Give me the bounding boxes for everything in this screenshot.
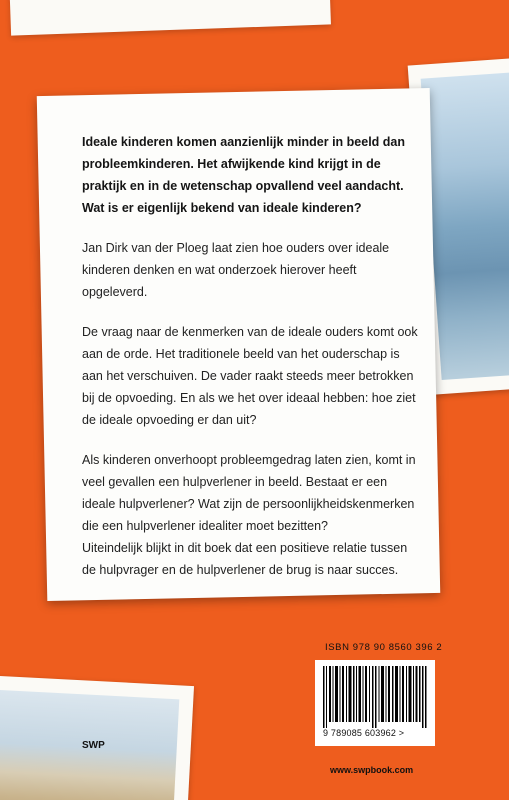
lead-paragraph: Ideale kinderen komen aanzienlijk minder in beeld dan probleemkinderen. Het afwijkende kind krijgt in de praktijk en in de wetenschap opvallend veel aandacht. Wat is er eigenlijk bekend van ideale kinderen? <box>82 135 406 215</box>
author-paragraph: Jan Dirk van der Ploeg laat zien hoe ouders over ideale kinderen denken en wat onderzoek hierover heeft opgeleverd. <box>82 241 390 299</box>
counselor-paragraph: Als kinderen onverhoopt probleemgedrag laten zien, komt in veel gevallen een hulpverlener in beeld. Bestaat er een ideale hulpverlener? Wat zijn de persoonlijkheidskenmerken die een hulpverlener idealiter moet bezitten? <box>82 453 416 533</box>
barcode-bars <box>323 666 427 728</box>
barcode-number: 9 789085 603962 > <box>323 728 405 738</box>
barcode <box>315 660 435 746</box>
publisher-website: www.swpbook.com <box>330 765 414 775</box>
blurb-text <box>82 131 422 599</box>
photo-frame-top <box>9 0 331 36</box>
publisher-logo: SWP <box>82 740 105 751</box>
isbn-label: ISBN 978 90 8560 396 2 <box>325 642 443 653</box>
conclusion-paragraph: Uiteindelijk blijkt in dit boek dat een positieve relatie tussen de hulpvrager en de hulpverlener de brug is naar succes. <box>82 541 408 577</box>
parents-paragraph: De vraag naar de kenmerken van de ideale ouders komt ook aan de orde. Het traditionele beeld van het ouderschap is aan het verschuiven. De vader raakt steeds meer betrokken bij de opvoeding. En als we het over ideaal hebben: hoe ziet de ideale opvoeding er dan uit? <box>82 325 418 427</box>
photo-beach-left <box>0 674 194 800</box>
